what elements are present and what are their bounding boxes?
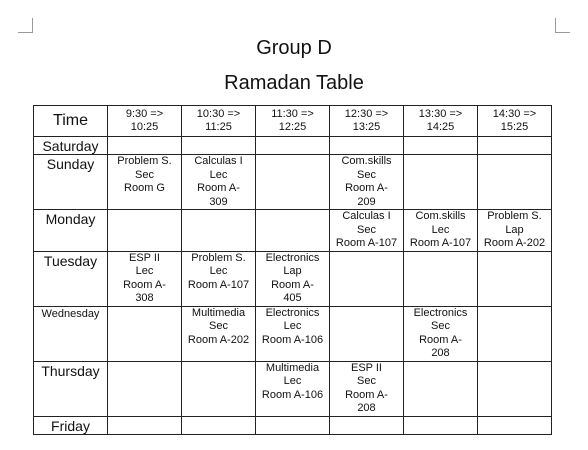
class-cell-line: Room A-107 — [335, 237, 398, 249]
class-cell-line: Com.skills — [341, 155, 392, 167]
class-cell — [330, 361, 404, 416]
class-cell — [108, 155, 182, 210]
class-cell-line: Room G — [124, 182, 165, 194]
page-corner-mark-top-right — [555, 18, 570, 33]
empty-cell — [478, 251, 552, 306]
class-cell-line: Sec — [357, 375, 376, 387]
time-slot-header: 11:30 => 12:25 — [256, 106, 330, 137]
class-cell-line: Room A- — [345, 182, 388, 194]
class-cell-line: Room A-107 — [187, 278, 250, 291]
class-cell-line: Room A- — [271, 278, 314, 291]
class-cell-line: Multimedia — [191, 306, 246, 319]
day-label: Tuesday — [34, 251, 108, 306]
empty-cell — [478, 416, 552, 434]
class-cell — [182, 306, 256, 361]
empty-cell — [478, 137, 552, 155]
day-row-thursday — [34, 361, 552, 416]
class-cell-line: 209 — [357, 195, 376, 208]
class-cell-line: Room A-106 — [261, 333, 324, 346]
class-cell-line: Room A- — [123, 278, 166, 291]
class-cell-line: Problem S. — [487, 210, 542, 222]
class-cell-line: Room A- — [197, 182, 240, 194]
table-title: Ramadan Table — [224, 72, 364, 94]
ramadan-schedule-table — [33, 105, 552, 435]
class-cell-line: Room A-106 — [261, 388, 324, 401]
empty-cell — [404, 416, 478, 434]
class-cell — [404, 210, 478, 252]
class-cell — [478, 210, 552, 252]
class-cell-line: Lec — [135, 265, 154, 277]
empty-cell — [404, 137, 478, 155]
day-row-monday — [34, 210, 552, 252]
empty-cell — [330, 416, 404, 434]
class-cell-line: Com.skills — [415, 210, 466, 222]
class-cell-line: Lec — [209, 265, 228, 277]
class-cell-line: Lec — [431, 223, 450, 236]
class-cell-line: 308 — [135, 292, 154, 304]
class-cell-line: Lec — [209, 168, 228, 181]
table-header-row — [34, 106, 552, 137]
empty-cell — [182, 416, 256, 434]
class-cell-line: 309 — [209, 195, 228, 208]
time-slot-header: 12:30 => 13:25 — [330, 106, 404, 137]
empty-cell — [330, 137, 404, 155]
empty-cell — [182, 137, 256, 155]
class-cell-line: Problem S. — [191, 251, 246, 264]
class-cell — [256, 361, 330, 416]
empty-cell — [108, 210, 182, 252]
schedule-body — [34, 137, 552, 435]
class-cell-line: Electronics — [265, 306, 320, 319]
day-label: Sunday — [34, 155, 108, 210]
class-cell-line: Electronics — [265, 251, 320, 264]
class-cell — [256, 251, 330, 306]
class-cell — [330, 210, 404, 252]
empty-cell — [256, 210, 330, 252]
class-cell-line: 208 — [431, 347, 450, 359]
time-slot-header: 10:30 => 11:25 — [182, 106, 256, 137]
empty-cell — [330, 251, 404, 306]
class-cell-line: Room A-107 — [409, 237, 472, 249]
class-cell-line: Calculas I — [342, 210, 391, 222]
empty-cell — [182, 210, 256, 252]
empty-cell — [256, 155, 330, 210]
class-cell — [182, 155, 256, 210]
class-cell-line: Lap — [283, 265, 302, 277]
class-cell-line: 208 — [357, 402, 376, 414]
empty-cell — [404, 251, 478, 306]
class-cell-line: Sec — [357, 223, 376, 236]
empty-cell — [256, 416, 330, 434]
class-cell-line: Sec — [135, 168, 154, 181]
class-cell-line: Sec — [209, 320, 228, 332]
class-cell-line: Lap — [505, 223, 524, 236]
class-cell-line: Lec — [283, 375, 302, 387]
class-cell — [256, 306, 330, 361]
day-label: Saturday — [34, 137, 108, 155]
class-cell-line: ESP II — [351, 361, 382, 374]
day-label: Monday — [34, 210, 108, 252]
time-slot-header: 9:30 => 10:25 — [108, 106, 182, 137]
empty-cell — [478, 361, 552, 416]
empty-cell — [108, 306, 182, 361]
class-cell-line: Electronics — [413, 306, 468, 319]
day-label: Thursday — [34, 361, 108, 416]
class-cell-line: Calculas I — [194, 155, 243, 167]
empty-cell — [256, 137, 330, 155]
day-row-wednesday — [34, 306, 552, 361]
day-label: Friday — [34, 416, 108, 434]
empty-cell — [108, 416, 182, 434]
day-row-sunday — [34, 155, 552, 210]
day-row-friday — [34, 416, 552, 434]
class-cell-line: Room A-202 — [187, 333, 250, 346]
class-cell-line: Sec — [357, 168, 376, 181]
class-cell — [108, 251, 182, 306]
day-row-saturday — [34, 137, 552, 155]
class-cell-line: Lec — [283, 320, 302, 332]
time-slot-header: 13:30 => 14:25 — [404, 106, 478, 137]
class-cell-line: ESP II — [129, 251, 160, 264]
class-cell — [330, 155, 404, 210]
empty-cell — [404, 155, 478, 210]
empty-cell — [330, 306, 404, 361]
empty-cell — [478, 306, 552, 361]
time-slot-header: 14:30 => 15:25 — [478, 106, 552, 137]
empty-cell — [478, 155, 552, 210]
empty-cell — [108, 361, 182, 416]
class-cell-line: 405 — [283, 292, 302, 304]
class-cell — [404, 306, 478, 361]
class-cell-line: Room A-202 — [483, 237, 546, 249]
class-cell — [182, 251, 256, 306]
day-label: Wednesday — [34, 306, 108, 361]
class-cell-line: Room A- — [419, 333, 462, 346]
group-title: Group D — [256, 37, 332, 59]
empty-cell — [108, 137, 182, 155]
page-corner-mark-top-left — [18, 18, 33, 33]
class-cell-line: Multimedia — [265, 361, 320, 374]
time-header: Time — [34, 106, 108, 137]
class-cell-line: Problem S. — [117, 155, 172, 167]
class-cell-line: Room A- — [345, 388, 388, 401]
class-cell-line: Sec — [431, 320, 450, 332]
day-row-tuesday — [34, 251, 552, 306]
empty-cell — [404, 361, 478, 416]
empty-cell — [182, 361, 256, 416]
